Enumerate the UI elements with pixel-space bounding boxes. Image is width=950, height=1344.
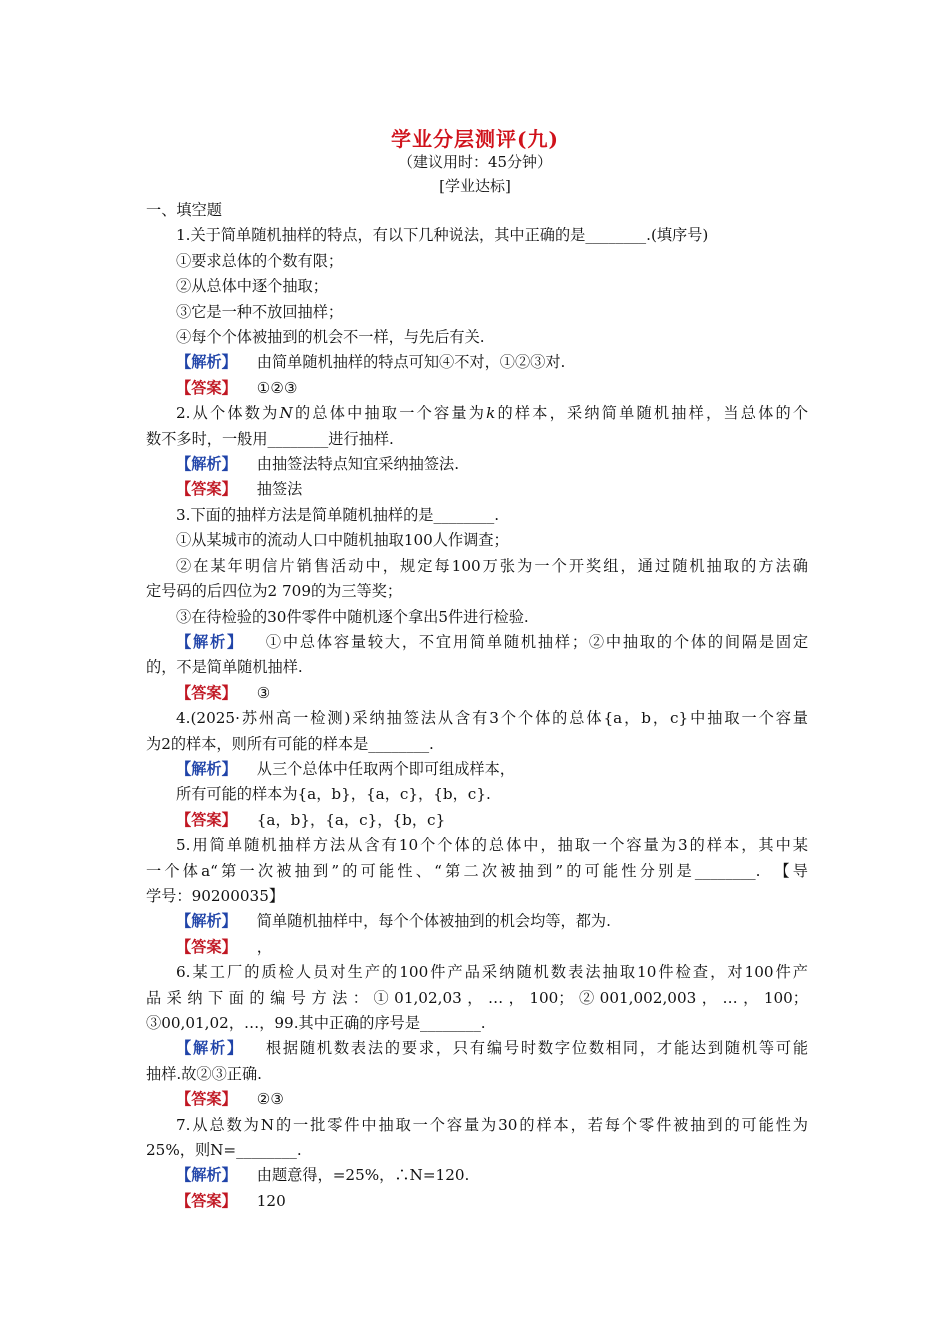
q5-stem: 5.用简单随机抽样方法从含有10个个体的总体中，抽取一个容量为3的样本，其中某 (176, 836, 808, 855)
suggested-time: （建议用时：45分钟） (397, 153, 553, 171)
q3-answer-text: ③ (256, 683, 271, 702)
q1-analysis (146, 350, 808, 375)
q5-answer-text: ， (256, 937, 272, 956)
q6-analysis-text: 根据随机数表法的要求，只有编号时数字位数相同，才能达到随机等可能 (264, 1039, 808, 1058)
analysis-tag: 【解析】 (176, 353, 237, 372)
q1-option-2: ②从总体中逐个抽取； (176, 277, 328, 296)
page-title: 学业分层测评(九) (391, 127, 559, 151)
answer-tag: 【答案】 (176, 480, 237, 499)
q2-analysis (146, 452, 808, 477)
q2-var-n: N (279, 404, 293, 423)
q1-option-4: ④每个个体被抽到的机会不一样，与先后有关. (176, 328, 485, 347)
q5-answer (146, 935, 808, 960)
answer-tag: 【答案】 (176, 1090, 237, 1109)
q3-stem: 3.下面的抽样方法是简单随机抽样的是________. (176, 505, 500, 524)
q7-analysis (146, 1163, 808, 1188)
question-list (146, 198, 808, 1214)
q4-analysis-text: 从三个总体中任取两个即可组成样本， (256, 759, 515, 778)
q4-stem: 4.(2025·苏州高一检测)采纳抽签法从含有3个个体的总体{a，b，c}中抽取一个容量 (176, 709, 808, 728)
q4-answer (146, 808, 808, 833)
q2-stem-part: 2.从个体数为 (176, 404, 280, 423)
q6-analysis-cont: 抽样.故②③正确. (146, 1064, 262, 1083)
q2-stem-part: 的总体中抽取一个容量为 (292, 404, 487, 423)
q3-analysis-cont: 的，不是简单随机抽样. (146, 658, 303, 677)
answer-tag: 【答案】 (176, 1191, 237, 1210)
analysis-tag: 【解析】 (176, 1039, 244, 1058)
q2-stem (146, 401, 808, 426)
q3-option-2: ②在某年明信片销售活动中，规定每100万张为一个开奖组，通过随机抽取的方法确 (176, 556, 808, 575)
q1-option-3: ③它是一种不放回抽样； (176, 302, 344, 321)
analysis-tag: 【解析】 (176, 912, 237, 931)
q3-option-1: ①从某城市的流动人口中随机抽取100人作调查； (176, 531, 509, 550)
q6-stem-cont: 品采纳下面的编号方法：①01,02,03，…，100；②001,002,003，…，100； (146, 988, 808, 1007)
section-heading: 一、填空题 (146, 201, 222, 219)
q2-analysis-text: 由抽签法特点知宜采纳抽签法. (256, 455, 460, 474)
analysis-tag: 【解析】 (176, 632, 244, 651)
q5-analysis-text: 简单随机抽样中，每个个体被抽到的机会均等，都为. (256, 912, 611, 931)
q4-answer-text: {a，b}，{a，c}，{b，c} (256, 810, 446, 829)
q2-answer-text: 抽签法 (256, 480, 303, 499)
q5-stem-cont: 一个体a“第一次被抽到”的可能性、“第二次被抽到”的可能性分别是________. 【导 (146, 861, 808, 880)
q2-var-k: k (486, 404, 496, 423)
q2-stem-part: 的样本，采纳简单随机抽样，当总体的个 (495, 404, 809, 423)
q7-stem-cont: 25%，则N=________. (146, 1141, 302, 1160)
q5-guide-number: 学号：90200035】 (146, 886, 285, 905)
q6-stem: 6.某工厂的质检人员对生产的100件产品采纳随机数表法抽取10件检查，对100件产 (176, 963, 808, 982)
q3-option-2-cont: 定号码的后四位为2 709的为三等奖； (146, 582, 403, 601)
q4-stem-cont: 为2的样本，则所有可能的样本是________. (146, 734, 434, 753)
level-heading: [学业达标] (439, 177, 511, 195)
q7-stem: 7.从总数为N的一批零件中抽取一个容量为30的样本，若每个零件被抽到的可能性为 (176, 1115, 808, 1134)
q7-answer-text: 120 (256, 1191, 286, 1210)
analysis-tag: 【解析】 (176, 1166, 237, 1185)
q4-analysis-cont: 所有可能的样本为{a，b}，{a，c}，{b，c}. (176, 785, 491, 804)
q3-analysis-text: ①中总体容量较大，不宜用简单随机抽样；②中抽取的个体的间隔是固定 (264, 632, 808, 651)
q1-answer (146, 376, 808, 401)
q6-stem-cont-2: ③00,01,02，…，99.其中正确的序号是________. (146, 1014, 486, 1032)
q1-analysis-text: 由简单随机抽样的特点可知④不对，①②③对. (256, 353, 566, 372)
analysis-tag: 【解析】 (176, 759, 237, 778)
answer-tag: 【答案】 (176, 378, 237, 397)
q1-option-1: ①要求总体的个数有限； (176, 251, 344, 270)
q6-answer-text: ②③ (256, 1090, 284, 1109)
q3-analysis (146, 630, 808, 655)
q6-analysis (146, 1036, 808, 1061)
q5-analysis (146, 909, 808, 934)
answer-tag: 【答案】 (176, 810, 237, 829)
q7-analysis-text: 由题意得，=25%，∴N=120. (256, 1166, 470, 1185)
answer-tag: 【答案】 (176, 683, 237, 702)
q2-stem-cont: 数不多时，一般用________进行抽样. (146, 429, 394, 448)
q6-answer (146, 1087, 808, 1112)
answer-tag: 【答案】 (176, 937, 237, 956)
q7-answer (146, 1189, 808, 1214)
q3-answer (146, 681, 808, 706)
q2-answer (146, 477, 808, 502)
q1-answer-text: ①②③ (256, 378, 298, 397)
analysis-tag: 【解析】 (176, 455, 237, 474)
q4-analysis (146, 757, 808, 782)
q3-option-3: ③在待检验的30件零件中随机逐个拿出5件进行检验. (176, 607, 529, 626)
q1-stem: 1.关于简单随机抽样的特点，有以下几种说法，其中正确的是________.(填序号) (176, 226, 709, 245)
